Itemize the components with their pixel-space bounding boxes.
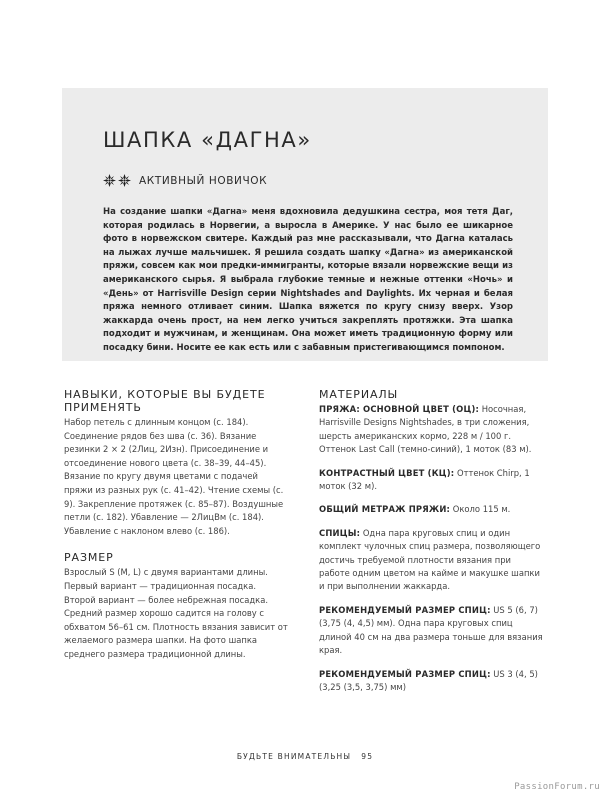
materials-item-label: ПРЯЖА: ОСНОВНОЙ ЦВЕТ (ОЦ): [319,404,480,414]
page-title: ШАПКА «ДАГНА» [103,128,312,152]
intro-paragraph: На создание шапки «Дагна» меня вдохновила дедушкина сестра, моя тетя Даг, которая родилась в Норвегии, а выросла в Америке. У нас было ее шикарное фото в норвежском свитере. Каждый раз мне рассказывали, что Дагна каталась на лыжах лучше мальчишек. Я решила создать шапку «Дагна» из американской пряжи, совсем как мои предки-иммигранты, которые вязали норвежские вещи из американского сырья. Я выбрала глубокие темные и нежные оттенки «Ночь» и «День» от Harrisville Design серии Nightshades and Daylights. Их черная и белая пряжа немного отливает синим. Шапка вяжется по кругу снизу вверх. Узор жаккарда очень прост, на нем легко учиться закреплять протяжки. Эта шапка подходит и мужчинам, и женщинам. Она может иметь традиционную форму или посадку бини. Носите ее как есть или с забавным пристегивающимся помпоном. [103,207,513,353]
snowflake-star-icon [118,174,131,187]
materials-item-label: СПИЦЫ: [319,527,361,538]
materials-item [319,467,544,494]
materials-item [319,503,544,516]
materials-item [319,527,544,594]
skills-text: Набор петель с длинным концом (с. 184). Соединение рядов без шва (с. 36). Вязание резинки 2 × 2 (2Лиц, 2Изн). Присоединение и отсоединение нового цвета (с. 38–39, 44–45). Вязание по кругу двумя цветами с подачей пряжи из разных рук (с. 41–42). Чтение схемы (с. 9). Закрепление протяжек (с. 85–87). Воздушные петли (с. 182). Убавление — 2ЛицВм (с. 184). Убавление с наклоном влево (с. 186). [64,417,284,536]
skill-level [103,174,267,187]
materials-item [319,604,544,658]
materials-item-text: US 3 (4, 5) (3,25 (3,5, 3,75) мм) [319,668,538,692]
materials-item-text: US 5 (6, 7) (3,75 (4, 4,5) мм). Одна пара круговых спиц длиной 40 см на два размера тоньше для вязания края. [319,604,543,656]
materials-item-label: РЕКОМЕНДУЕМЫЙ РАЗМЕР СПИЦ: [319,604,491,615]
size-heading: РАЗМЕР [64,551,114,565]
skill-level-label: АКТИВНЫЙ НОВИЧОК [139,174,268,187]
page-number: 95 [361,752,374,761]
left-column [64,388,289,662]
snowflake-star-icon [103,174,116,187]
page-footer [0,752,610,761]
materials-item [319,668,544,695]
size-text: Взрослый S (M, L) с двумя вариантами длины. Первый вариант — традиционная посадка. Второй вариант — более небрежная посадка. Средний размер хорошо садится на голову с обхватом 56–61 см. Плотность вязания зависит от желаемого размера шапки. На фото шапка среднего размера традиционной длины. [64,567,288,659]
materials-item-text: Одна пара круговых спиц и один комплект чулочных спиц размера, позволяющего достичь требуемой плотности вязания при работе одним цветом на кайме и макушке шапки и при выполнении жаккарда. [319,527,541,592]
materials-item-text: Оттенок Chirp, 1 моток (32 м). [319,467,530,492]
materials-item-label: КОНТРАСТНЫЙ ЦВЕТ (КЦ): [319,467,455,478]
skills-heading: НАВЫКИ, КОТОРЫЕ ВЫ БУДЕТЕ ПРИМЕНЯТЬ [64,388,266,414]
footer-label: БУДЬТЕ ВНИМАТЕЛЬНЫ [236,752,352,761]
intro-box [62,88,548,361]
right-column [319,388,544,704]
materials-heading: МАТЕРИАЛЫ [319,388,399,401]
materials-item-text: Носочная, Harrisville Designs Nightshades, в три сложения, шерсть американских кормо, 228 м / 100 г. Оттенок Last Call (темно-синий), 1 моток (83 м). [319,404,532,455]
watermark: PassionForum.ru [514,782,600,792]
materials-item-label: ОБЩИЙ МЕТРАЖ ПРЯЖИ: [319,504,451,515]
materials-item-text: Около 115 м. [452,504,511,515]
materials-item-label: РЕКОМЕНДУЕМЫЙ РАЗМЕР СПИЦ: [319,668,491,679]
skill-level-stars [103,174,131,187]
materials-item [319,403,544,457]
